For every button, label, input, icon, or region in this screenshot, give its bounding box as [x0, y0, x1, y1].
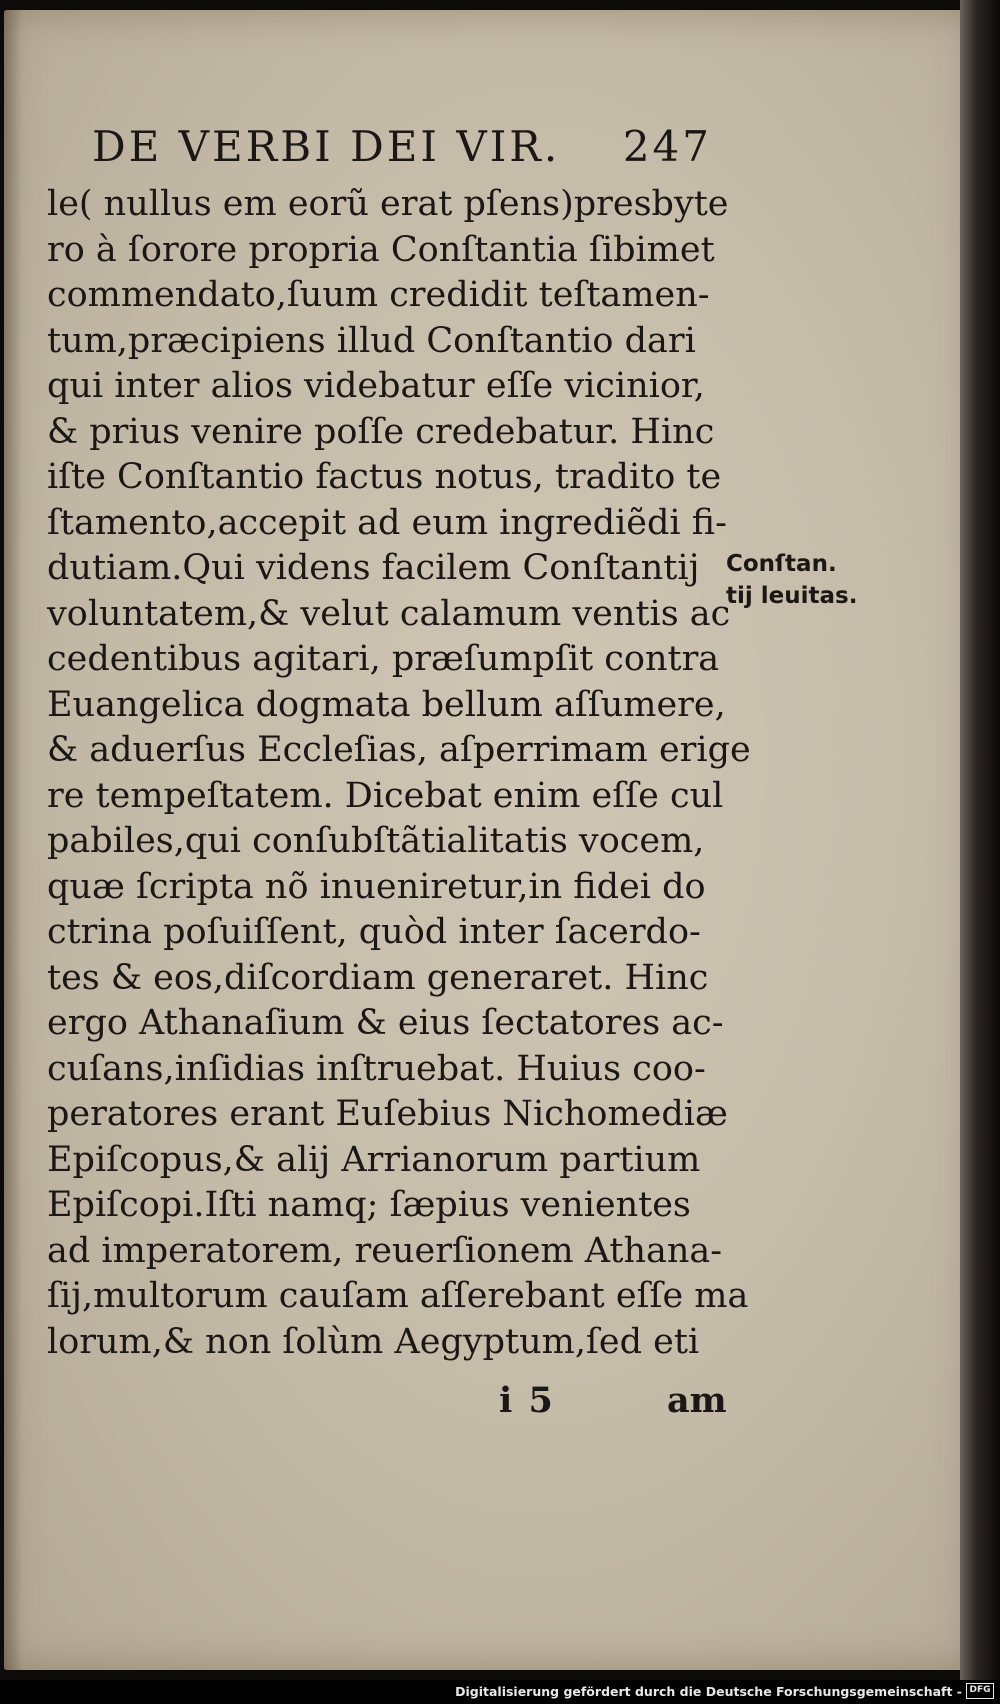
text-line: ad imperatorem, reuerſionem Athana-	[47, 1230, 723, 1271]
book-page	[4, 10, 974, 1670]
text-line: ergo Athanaſium & eius ſectatores ac-	[47, 1003, 724, 1043]
body-text	[47, 182, 751, 1365]
text-line: & prius venire poſſe credebatur. Hinc	[47, 411, 715, 452]
text-line: voluntatem,& velut calamum ventis ac	[47, 593, 731, 634]
text-line: commendato,ſuum credidit teſtamen-	[47, 275, 710, 315]
text-line: ctrina poſuiſſent, quòd inter ſacerdo-	[47, 912, 701, 952]
text-line: ro à ſorore propria Conſtantia ſibimet	[47, 229, 715, 270]
page-number: 247	[622, 122, 712, 171]
dfg-logo: DFG	[966, 1683, 994, 1699]
text-line: tes & eos,diſcordiam generaret. Hinc	[47, 957, 709, 998]
text-line: Epiſcopi.Iſti namq; ſæpius venientes	[47, 1185, 691, 1225]
text-line: pabiles,qui conſubſtãtialitatis vocem,	[47, 821, 705, 861]
text-line: iſte Conſtantio factus notus, tradito te	[47, 457, 722, 497]
text-line: peratores erant Euſebius Nichomediæ	[47, 1094, 728, 1134]
text-line: cedentibus agitari, præſumpſit contra	[47, 639, 720, 679]
book-edge-shadow	[960, 0, 1000, 1704]
text-line: ſtamento,accepit ad eum ingrediẽdi fi-	[47, 502, 727, 543]
marginal-note-line: Conſtan.	[726, 551, 837, 577]
text-line: lorum,& non ſolùm Aegyptum,ſed eti	[47, 1321, 700, 1362]
marginal-note-line: tij leuitas.	[726, 583, 858, 609]
text-line: tum,præcipiens illud Conſtantio dari	[47, 320, 696, 361]
text-line: Epiſcopus,& alij Arrianorum partium	[47, 1139, 701, 1180]
text-line: cuſans,inſidias inſtruebat. Huius coo-	[47, 1048, 706, 1089]
text-line: dutiam.Qui videns facilem Conſtantij	[47, 548, 700, 588]
catchword: am	[667, 1380, 727, 1421]
text-line: Euangelica dogmata bellum aſſumere,	[47, 684, 726, 725]
marginal-note	[726, 548, 896, 612]
credit-bar	[0, 1680, 1000, 1704]
text-line: ſij,multorum cauſam aſſerebant eſſe ma	[47, 1276, 749, 1316]
text-line: quæ ſcripta nõ inueniretur,in fidei do	[47, 866, 706, 907]
running-head	[92, 122, 712, 180]
text-line: re tempeſtatem. Dicebat enim eſſe cul	[47, 775, 724, 816]
text-line: le( nullus em eorũ erat pſens)presbyte	[47, 184, 729, 224]
text-line: qui inter alios videbatur eſſe vicinior,	[47, 366, 705, 406]
running-title: DE VERBI DEI VIR.	[92, 122, 561, 171]
credit-text: Digitalisierung gefördert durch die Deutsche Forschungsgemeinschaft -	[455, 1684, 962, 1699]
signature-mark: i 5	[499, 1380, 555, 1421]
text-line: & aduerſus Eccleſias, aſperrimam erige	[47, 730, 751, 770]
